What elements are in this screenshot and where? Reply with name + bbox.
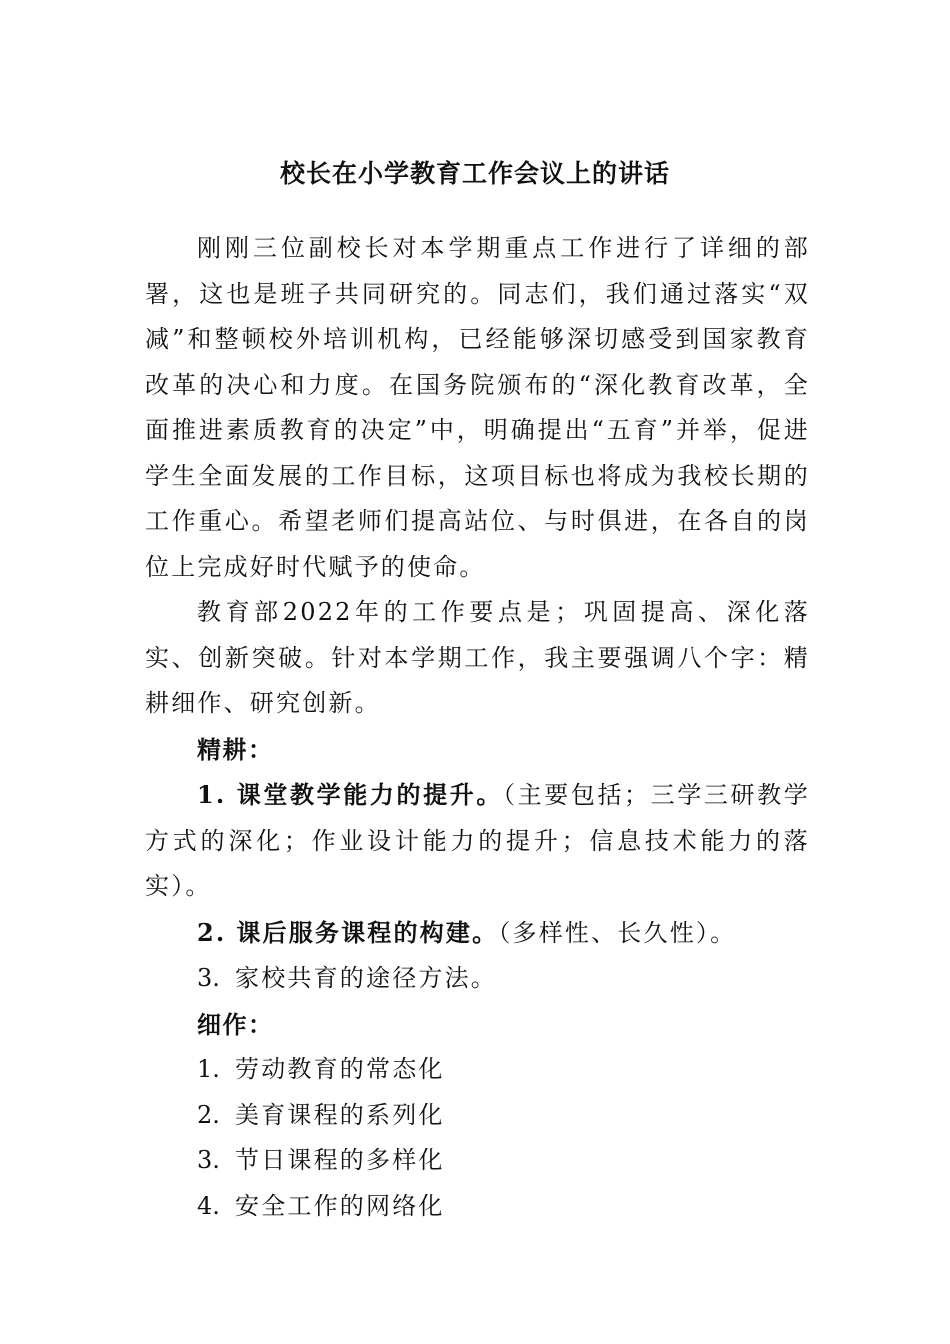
item-number: 3. xyxy=(197,964,220,992)
item-bold-text: 课堂教学能力的提升。 xyxy=(236,780,503,809)
item-text: 安全工作的网络化 xyxy=(235,1191,445,1220)
page-title: 校长在小学教育工作会议上的讲话 xyxy=(279,159,670,188)
list-item xyxy=(145,910,810,957)
item-text: 家校共育的途径方法。 xyxy=(235,964,497,992)
list-item xyxy=(145,772,810,910)
item-number: 2. xyxy=(197,1100,220,1129)
item-text: （主要包括；三学三研教学方式的深化；作业设计能力的提升；信息技术能力的落实）。 xyxy=(145,781,810,900)
paragraph-work-points: 教育部2022年的工作要点是；巩固提高、深化落实、创新突破。针对本学期工作，我主要强调八个字：精耕细作、研究创新。 xyxy=(145,598,810,717)
item-text: 美育课程的系列化 xyxy=(235,1100,445,1129)
item-number: 3. xyxy=(197,1146,220,1174)
document-body xyxy=(145,226,810,1229)
item-text: 劳动教育的常态化 xyxy=(235,1055,445,1083)
paragraph-intro: 刚刚三位副校长对本学期重点工作进行了详细的部署，这也是班子共同研究的。同志们，我们通过落实“双减”和整顿校外培训机构，已经能够深切感受到国家教育改革的决心和力度。在国务院颁布的“深化教育改革，全面推进素质教育的决定”中，明确提出“五育”并举，促进学生全面发展的工作目标，这项目标也将成为我校长期的工作重心。希望老师们提高站位、与时俱进，在各自的岗位上完成好时代赋予的使命。 xyxy=(145,234,810,581)
item-bold-text: 课后服务课程的构建。 xyxy=(236,917,499,947)
item-text: （多样性、长久性）。 xyxy=(498,918,737,947)
list-item xyxy=(145,1184,810,1230)
section-heading-xizuo: 细作： xyxy=(197,1009,274,1039)
item-text: 节日课程的多样化 xyxy=(235,1146,445,1174)
section-heading-jinggeng: 精耕： xyxy=(197,734,274,764)
list-item xyxy=(145,1138,810,1184)
list-item xyxy=(145,1093,810,1139)
item-number: 1. xyxy=(197,780,227,809)
list-item xyxy=(145,956,810,1002)
item-number: 4. xyxy=(197,1191,220,1220)
item-number: 2. xyxy=(197,917,227,947)
item-number: 1. xyxy=(197,1055,220,1083)
list-item xyxy=(145,1047,810,1093)
